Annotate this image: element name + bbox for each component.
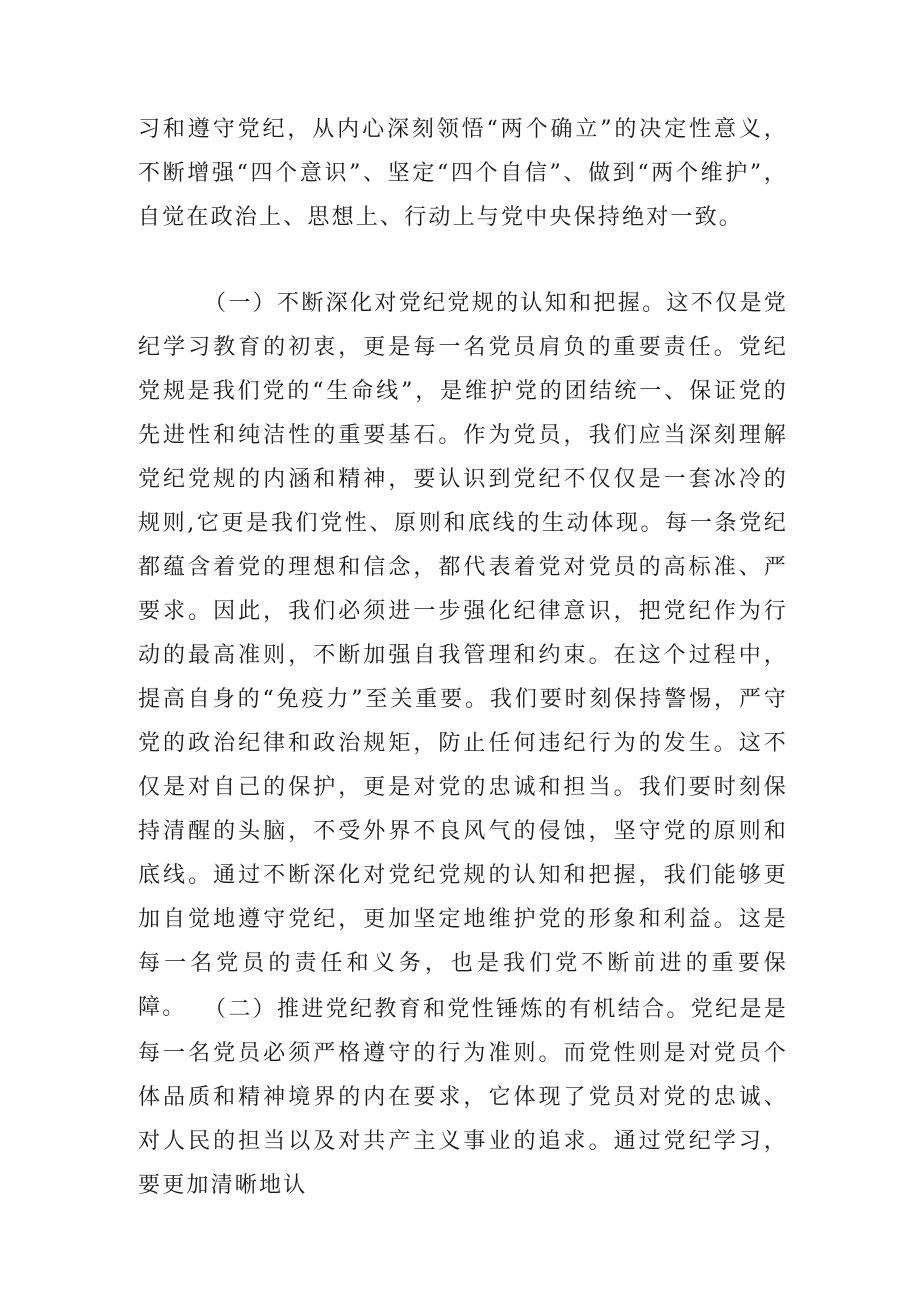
paragraph-section-two: （二）推进党纪教育和党性锤炼的有机结合。党纪是是每一名党员必须严格遵守的行为准则。而党性则是对党员个体品质和精神境界的内在要求，它体现了党员对党的忠诚、对人民的担当以及对共产主义事业的追求。通过党纪学习，要更加清晰地认 [138,997,788,1198]
paragraph-intro: 习和遵守党纪，从内心深刻领悟“两个确立”的决定性意义，不断增强“四个意识”、坚定“四个自信”、做到“两个维护”，自觉在政治上、思想上、行动上与党中央保持绝对一致。 [138,117,788,230]
paragraph-section-one: （一）不断深化对党纪党规的认知和把握。这不仅是党纪学习教育的初衷，更是每一名党员肩负的重要责任。党纪党规是我们党的“生命线”，是维护党的团结统一、保证党的先进性和纯洁性的重要基石。作为党员，我们应当深刻理解党纪党规的内涵和精神，要认识到党纪不仅仅是一套冰冷的规则,它更是我们党性、原则和底线的生动体现。每一条党纪都蕴含着党的理想和信念，都代表着党对党员的高标准、严要求。因此，我们必须进一步强化纪律意识，把党纪作为行动的最高准则，不断加强自我管理和约束。在这个过程中，提高自身的“免疫力”至关重要。我们要时刻保持警惕，严守党的政治纪律和政治规矩，防止任何违纪行为的发生。这不仅是对自己的保护，更是对党的忠诚和担当。我们要时刻保持清醒的头脑，不受外界不良风气的侵蚀，坚守党的原则和底线。通过不断深化对党纪党规的认知和把握，我们能够更加自觉地遵守党纪，更加坚定地维护党的形象和利益。这是每一名党员的责任和义务，也是我们党不断前进的重要保障。 [138,291,788,1020]
